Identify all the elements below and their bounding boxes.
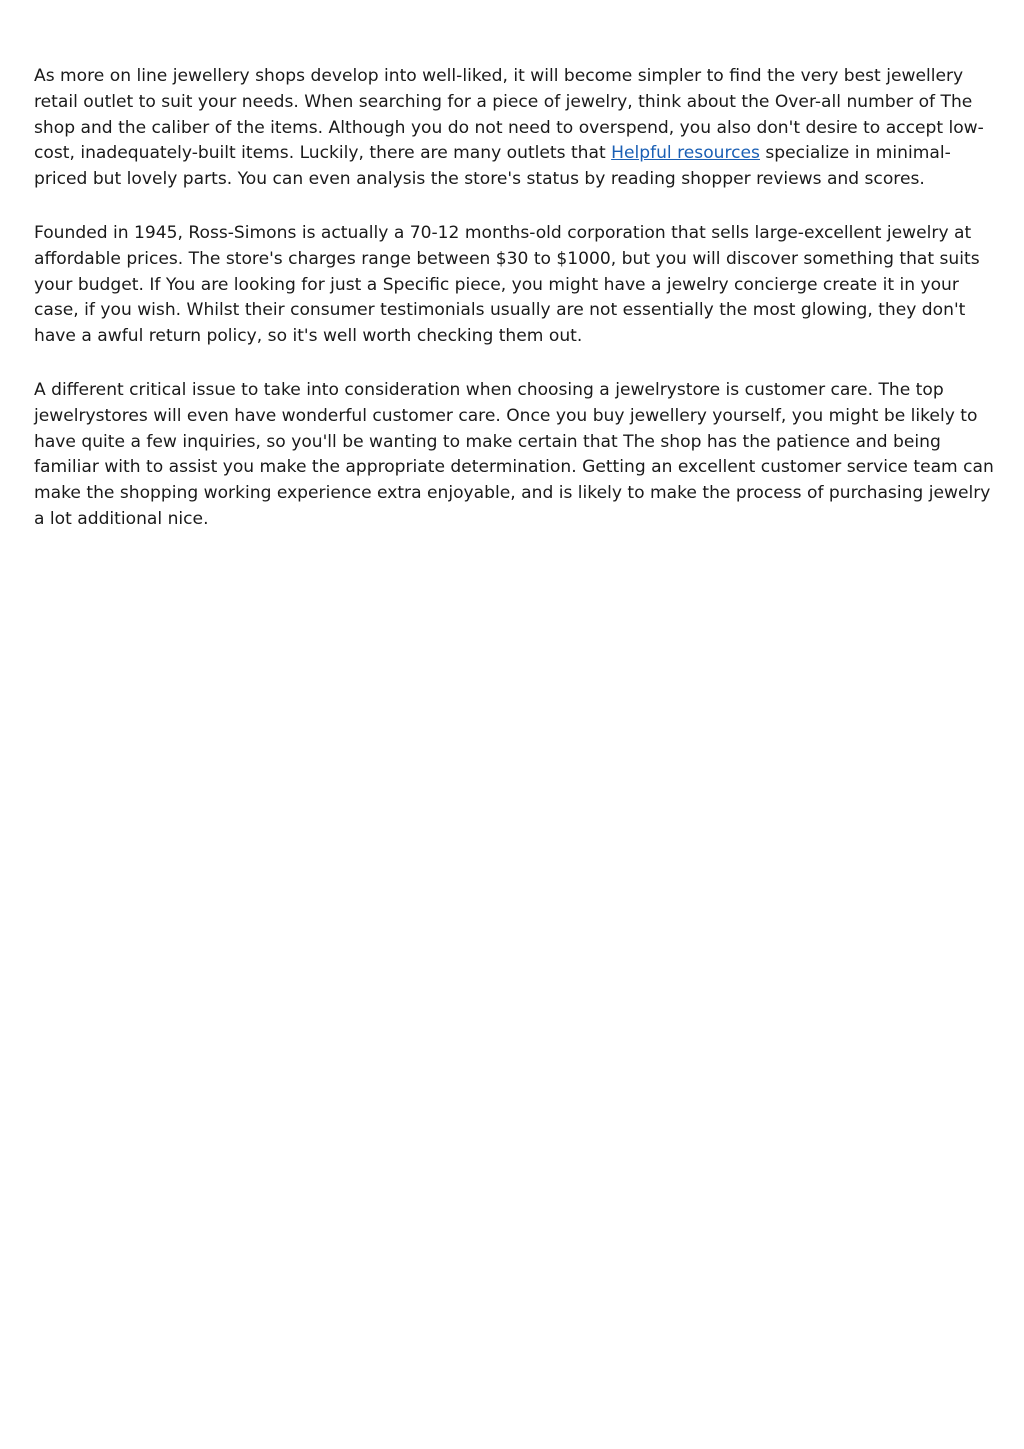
article-body (34, 64, 994, 561)
paragraph-1-text-start: As more on line jewellery shops develop into well-liked, it will become simpler to find the very best jewellery retail outlet to suit your needs. When searching for a piece of jewelry, think about the Over-all number of The shop and the caliber of the items. Although you do not need to overspend, you also don't desire to accept low-cost, inadequately-built items. Luckily, there are many outlets that (34, 66, 984, 164)
paragraph-1-text-end: specialize in minimal-priced but lovely parts. You can even analysis the store's status by reading shopper reviews and scores. (34, 143, 951, 190)
helpful-resources-link[interactable]: Helpful resources (611, 143, 760, 164)
paragraph-1 (34, 64, 994, 193)
paragraph-2: Founded in 1945, Ross-Simons is actually a 70-12 months-old corporation that sells large-excellent jewelry at affordable prices. The store's charges range between $30 to $1000, but you will discover something that suits your budget. If You are looking for just a Specific piece, you might have a jewelry concierge create it in your case, if you wish. Whilst their consumer testimonials usually are not essentially the most glowing, they don't have a awful return policy, so it's well worth checking them out. (34, 222, 980, 347)
paragraph-3: A different critical issue to take into consideration when choosing a jewelrystore is customer care. The top jewelrystores will even have wonderful customer care. Once you buy jewellery yourself, you might be likely to have quite a few inquiries, so you'll be wanting to make certain that The shop has the patience and being familiar with to assist you make the appropriate determination. Getting an excellent customer service team can make the shopping working experience extra enjoyable, and is likely to make the process of purchasing jewelry a lot additional nice. (34, 379, 994, 529)
